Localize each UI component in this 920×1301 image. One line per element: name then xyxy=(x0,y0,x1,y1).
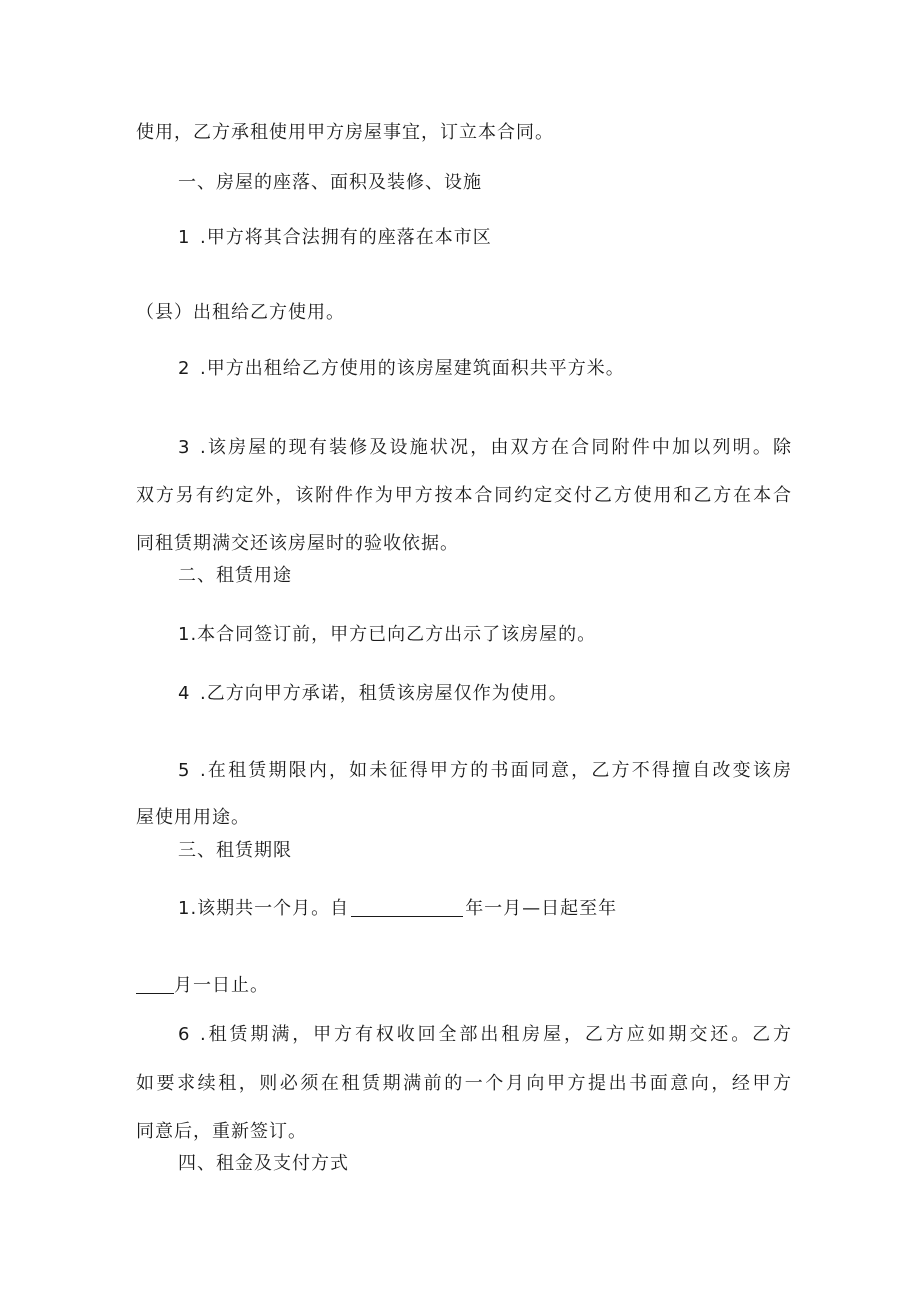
clause-2-4 xyxy=(178,683,568,705)
clause-3-6-line-3: 同意后，重新签订。 xyxy=(136,1121,307,1142)
intro-line: 使用，乙方承租使用甲方房屋事宜，订立本合同。 xyxy=(136,122,554,143)
clause-text-part-2: 年一月—日起至年 xyxy=(465,898,618,919)
clause-2-5-line-1 xyxy=(178,760,791,782)
clause-3-6-line-2: 如要求续租，则必须在租赁期满前的一个月向甲方提出书面意向，经甲方 xyxy=(136,1073,791,1094)
section-heading-1: 一、房屋的座落、面积及装修、设施 xyxy=(178,172,482,193)
clause-3-1-continuation xyxy=(136,975,269,997)
clause-1-3-line-3: 同租赁期满交还该房屋时的验收依据。 xyxy=(136,533,459,554)
clause-text: .租赁期满，甲方有权收回全部出租房屋，乙方应如期交还。乙方 xyxy=(200,1024,791,1045)
clause-number: 3 xyxy=(178,437,190,458)
clause-1-1-continuation: （县）出租给乙方使用。 xyxy=(136,302,345,323)
clause-text: 月一日止。 xyxy=(174,975,269,996)
clause-2-1: 1.本合同签订前，甲方已向乙方出示了该房屋的。 xyxy=(178,624,597,645)
clause-1-3-line-1 xyxy=(178,437,791,459)
section-heading-2: 二、租赁用途 xyxy=(178,565,292,586)
clause-text: .乙方向甲方承诺，租赁该房屋仅作为使用。 xyxy=(200,683,568,704)
clause-1-1 xyxy=(178,227,492,249)
section-heading-3: 三、租赁期限 xyxy=(178,840,292,861)
clause-text: .甲方出租给乙方使用的该房屋建筑面积共平方米。 xyxy=(200,358,625,379)
blank-underline xyxy=(351,898,463,917)
clause-number: 1 xyxy=(178,227,191,248)
clause-3-6-line-1 xyxy=(178,1024,791,1046)
clause-1-3-line-2: 双方另有约定外，该附件作为甲方按本合同约定交付乙方使用和乙方在本合 xyxy=(136,485,791,506)
blank-underline xyxy=(136,975,174,994)
clause-2-5-line-2: 屋使用用途。 xyxy=(136,807,250,828)
clause-number: 6 xyxy=(178,1024,190,1045)
section-heading-4: 四、租金及支付方式 xyxy=(178,1153,349,1174)
clause-number: 5 xyxy=(178,760,190,781)
clause-1-2 xyxy=(178,358,625,380)
clause-text-part-1: 1.该期共一个月。自 xyxy=(178,898,350,919)
clause-text: .甲方将其合法拥有的座落在本市区 xyxy=(200,227,492,248)
clause-text: .该房屋的现有装修及设施状况，由双方在合同附件中加以列明。除 xyxy=(200,437,791,458)
clause-3-1 xyxy=(178,898,617,920)
clause-text: .在租赁期限内，如未征得甲方的书面同意，乙方不得擅自改变该房 xyxy=(200,760,791,781)
clause-number: 2 xyxy=(178,358,191,379)
clause-number: 4 xyxy=(178,683,191,704)
